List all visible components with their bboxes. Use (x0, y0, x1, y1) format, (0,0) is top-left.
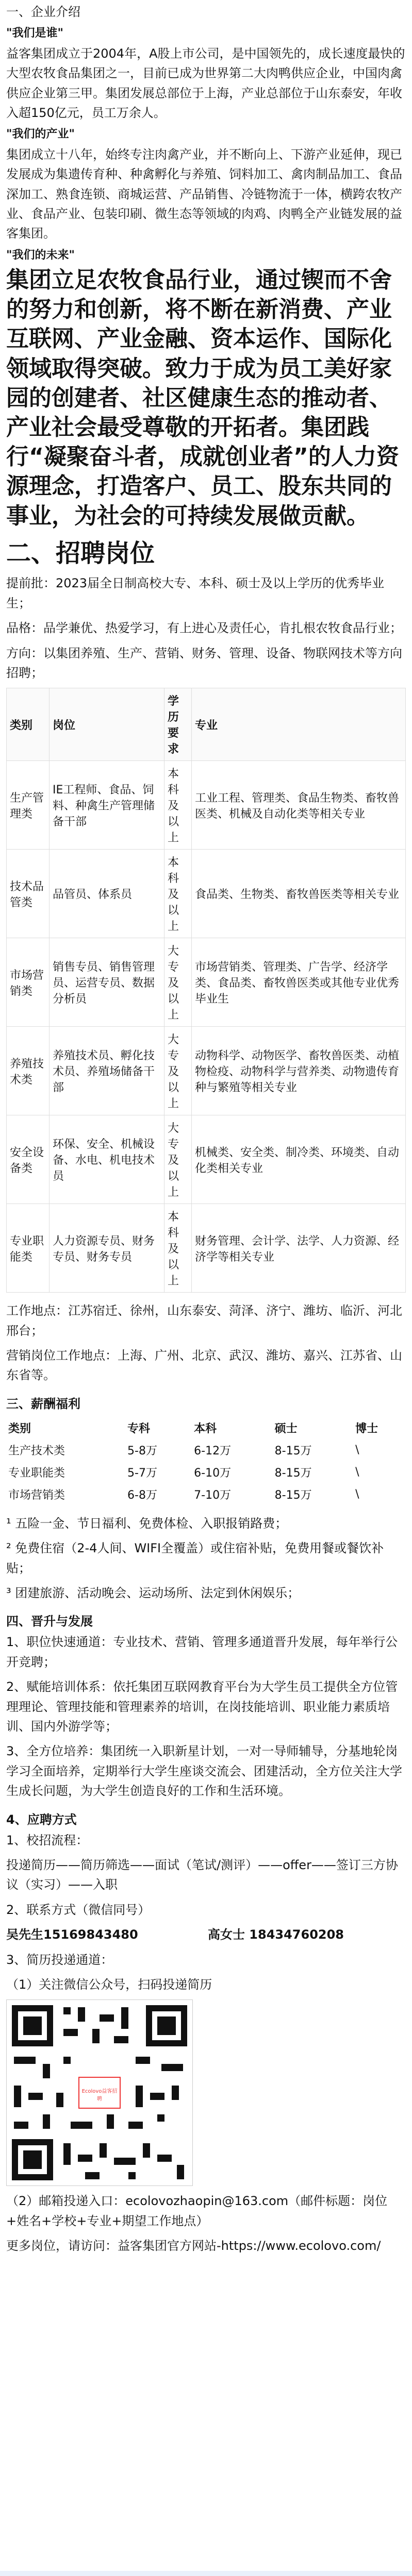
salary-cell: 专业职能类 (8, 1466, 65, 1480)
future-text: 集团立足农牧食品行业，通过锲而不舍的努力和创新，将不断在新消费、产业互联网、产业金融、资本运作、国际化领域取得突破。致力于成为员工美好家园的创建者、社区健康生态的推动者、产业社会最受尊敬的开拓者。集团践行“凝聚奋斗者，成就创业者”的人力资源理念，打造客户、员工、股东共同的事业，为社会的可持续发展做贡献。 (6, 267, 399, 529)
do-text: 集团成立十八年，始终专注肉禽产业，并不断向上、下游产业延伸，现已发展成为集遗传育种、种禽孵化与养殖、饲料加工、禽肉制品加工、食品深加工、熟食连锁、商城运营、产品销售、冷链物流于一体，横跨农牧产业、食品产业、包装印刷、微生态等领域的肉鸡、肉鸭全产业链发展的益客集团。 (6, 147, 402, 241)
intro-title: 一、企业介绍 (6, 5, 80, 19)
jobs-cell: 市场营销类 (7, 938, 50, 1027)
salary-header-cell: 专科 (127, 1422, 151, 1435)
jobs-cell: 大专及以上 (164, 938, 192, 1027)
process-3: 3、简历投递通道： (6, 1952, 113, 1967)
salary-cell: 6-8万 (127, 1488, 157, 1502)
jobs-cell: 工业工程、管理类、食品生物类、畜牧兽医类、机械及自动化类等相关专业 (192, 761, 406, 850)
jobs-header-cell: 学历要求 (164, 688, 192, 761)
who-text: 益客集团成立于2004年，A股上市公司，是中国领先的，成长速度最快的大型农牧食品集团之一，目前已成为世界第二大肉鸭供应企业，中国肉禽供应企业第三甲。集团发展总部位于上海，产业总部位于山东泰安，年收入超150亿元，员工万余人。 (6, 46, 405, 120)
jobs-header-cell: 类别 (7, 688, 50, 761)
salary-cell: 8-15万 (274, 1444, 312, 1458)
salary-cell: 5-8万 (127, 1444, 157, 1458)
contacts (6, 1925, 406, 1944)
jobs-cell: 技术品管类 (7, 850, 50, 938)
welfare-2: ² 免费住宿（2-4人间、WIFI全覆盖）或住宿补贴，免费用餐或餐饮补贴； (6, 1541, 384, 1575)
jobs-cell: 本科及以上 (164, 1204, 192, 1293)
jobs-cell: 销售专员、销售管理员、运营专员、数据分析员 (50, 938, 164, 1027)
jobs-table-header (7, 688, 406, 761)
jobs-header-cell: 专业 (192, 688, 406, 761)
table-row (7, 850, 406, 938)
jobs-cell: 安全设备类 (7, 1115, 50, 1204)
jobs-cell: IE工程师、食品、饲料、种禽生产管理储备干部 (50, 761, 164, 850)
jobs-cell: 本科及以上 (164, 761, 192, 850)
jobs-table (6, 688, 406, 1293)
salary-table (6, 1417, 406, 1505)
salary-header-cell: 本科 (194, 1422, 217, 1435)
contact-2: 高女士 18434760208 (207, 1927, 344, 1942)
salary-cell: \ (355, 1443, 359, 1456)
channel-1: （1）关注微信公众号，扫码投递简历 (6, 1977, 212, 1992)
requirement-3: 方向：以集团养殖、生产、营销、财务、管理、设备、物联网技术等方向招聘； (6, 646, 402, 680)
salary-cell: 6-12万 (194, 1444, 232, 1458)
who-title: "我们是谁" (6, 27, 63, 40)
table-row (7, 1027, 406, 1115)
jobs-cell: 生产管理类 (7, 761, 50, 850)
salary-title: 三、薪酬福利 (6, 1396, 80, 1411)
table-row (7, 761, 406, 850)
jobs-cell: 财务管理、会计学、法学、人力资源、经济学等相关专业 (192, 1204, 406, 1293)
jobs-cell: 本科及以上 (164, 850, 192, 938)
welfare-3: ³ 团建旅游、活动晚会、运动场所、法定到休闲娱乐； (6, 1586, 300, 1601)
requirement-1: 提前批：2023届全日制高校大专、本科、硕士及以上学历的优秀毕业生； (6, 576, 385, 611)
salary-cell: 生产技术类 (8, 1444, 65, 1458)
salary-cell: 8-15万 (274, 1466, 312, 1480)
jobs-cell: 人力资源专员、财务专员、财务专员 (50, 1204, 164, 1293)
jobs-header-cell: 岗位 (50, 688, 164, 761)
table-row (6, 1439, 406, 1461)
contact-1: 吴先生15169843480 (6, 1927, 138, 1942)
requirement-2: 品格：品学兼优、热爱学习，有上进心及责任心，肯扎根农牧食品行业； (6, 621, 402, 636)
qr-caption: Ecolovo益客招聘 (81, 2089, 118, 2103)
salary-cell: \ (355, 1487, 359, 1501)
jobs-cell: 机械类、安全类、制冷类、环境类、自动化类相关专业 (192, 1115, 406, 1204)
process-2: 2、联系方式（微信同号） (6, 1902, 151, 1917)
recruit-section (0, 2571, 412, 2576)
jobs-cell: 专业职能类 (7, 1204, 50, 1293)
location-marketing: 营销岗位工作地点：上海、广州、北京、武汉、潍坊、嘉兴、江苏省、山东省等。 (6, 1348, 402, 1383)
growth-3: 3、全方位培养：集团统一入职新星计划，一对一导师辅导，分基地轮岗学习全面培养，定期举行大学生座谈交流会、团建活动，全方位关注大学生成长问题，为大学生创造良好的工作和生活环境。 (6, 1744, 402, 1799)
jobs-cell: 动物科学、动物医学、畜牧兽医类、动植物检疫、动物科学与营养类、动物遗传育种与繁殖等相关专业 (192, 1027, 406, 1115)
salary-cell: 7-10万 (194, 1488, 232, 1502)
growth-1: 1、职位快速通道：专业技术、营销、管理多通道晋升发展，每年举行公开竞聘； (6, 1635, 398, 1669)
table-row (6, 1461, 406, 1483)
article (6, 0, 406, 2261)
salary-cell: 市场营销类 (8, 1488, 65, 1502)
salary-cell: 6-10万 (194, 1466, 232, 1480)
jobs-cell: 大专及以上 (164, 1115, 192, 1204)
table-row (7, 938, 406, 1027)
salary-cell: 5-7万 (127, 1466, 157, 1480)
jobs-cell: 市场营销类、管理类、广告学、经济学类、食品类、畜牧兽医类或其他专业优秀毕业生 (192, 938, 406, 1027)
jobs-cell: 养殖技术员、孵化技术员、养殖场储备干部 (50, 1027, 164, 1115)
jobs-cell: 养殖技术类 (7, 1027, 50, 1115)
jobs-cell: 大专及以上 (164, 1027, 192, 1115)
growth-title: 四、晋升与发展 (6, 1614, 93, 1629)
salary-cell: 8-15万 (274, 1488, 312, 1502)
jobs-title: 二、招聘岗位 (6, 538, 155, 568)
growth-2: 2、赋能培训体系：依托集团互联网教育平台为大学生员工提供全方位管理理论、管理技能和管理素养的培训，在岗技能培训、职业能力素质培训、国内外游学等； (6, 1680, 398, 1734)
location: 工作地点：江苏宿迁、徐州，山东泰安、菏泽、济宁、潍坊、临沂、河北邢台； (6, 1303, 402, 1338)
do-title: "我们的产业" (6, 128, 75, 141)
process-flow: 投递简历——简历筛选——面试（笔试/测评）——offer——签订三方协议（实习）——入职 (6, 1857, 398, 1892)
jobs-cell: 环保、安全、机械设备、水电、机电技术员 (50, 1115, 164, 1204)
jobs-cell: 食品类、生物类、畜牧兽医类等相关专业 (192, 850, 406, 938)
salary-cell: \ (355, 1465, 359, 1479)
channel-2: （2）邮箱投递入口：ecolovozhaopin@163.com（邮件标题：岗位+姓名+学校+专业+期望工作地点） (6, 2194, 388, 2228)
salary-header-cell: 硕士 (274, 1422, 298, 1435)
jobs-cell: 品管员、体系员 (50, 850, 164, 938)
table-row (7, 1115, 406, 1204)
welfare-1: ¹ 五险一金、节日福利、免费体检、入职报销路费； (6, 1516, 288, 1531)
wechat-qr-code (6, 1999, 193, 2186)
process-title: 4、应聘方式 (6, 1812, 77, 1827)
table-row (7, 1204, 406, 1293)
channel-3: 更多岗位，请访问：益客集团官方网站-https://www.ecolovo.com/ (6, 2239, 381, 2253)
table-row (6, 1483, 406, 1505)
salary-header-cell: 类别 (8, 1422, 31, 1435)
future-title: "我们的未来" (6, 248, 75, 262)
process-1: 1、校招流程： (6, 1833, 89, 1848)
salary-header-cell: 博士 (355, 1422, 378, 1435)
salary-header-row (6, 1417, 406, 1439)
